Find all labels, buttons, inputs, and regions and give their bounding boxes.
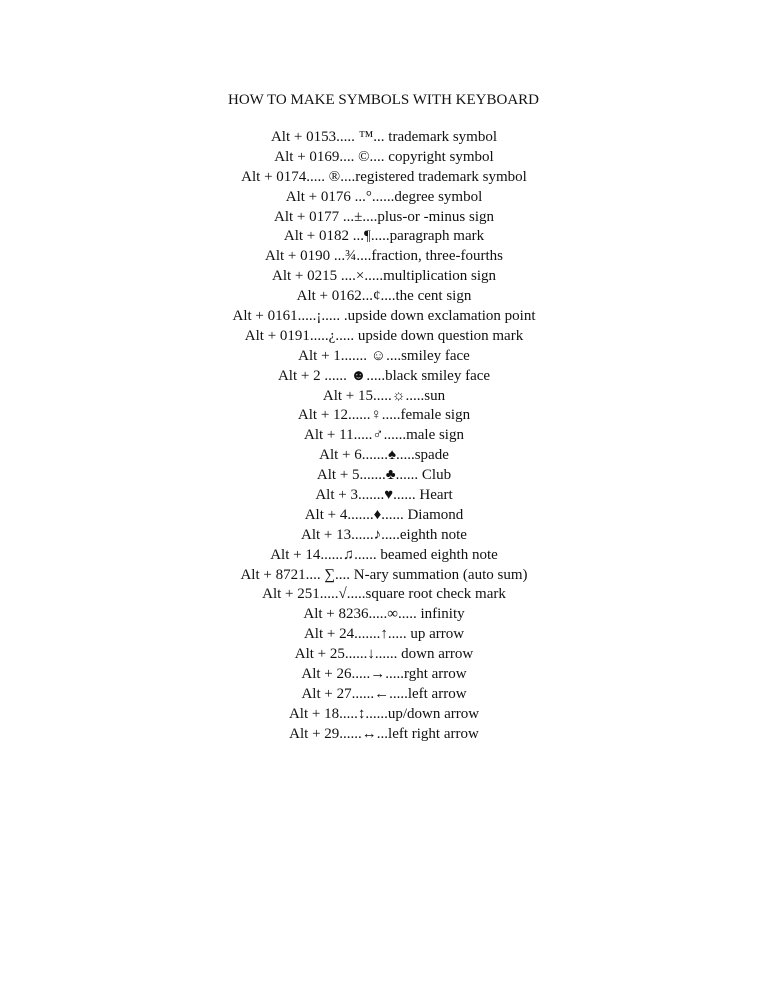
list-item: Alt + 251.....√.....square root check mark (262, 586, 506, 603)
page-title: HOW TO MAKE SYMBOLS WITH KEYBOARD (228, 92, 539, 108)
list-item: Alt + 6.......♠.....spade (319, 447, 449, 464)
list-item: Alt + 0215 ....×.....multiplication sign (272, 268, 496, 285)
list-item: Alt + 0153..... ™... trademark symbol (270, 129, 498, 145)
list-item: Alt + 0174..... ®....registered trademark symbol (241, 168, 527, 185)
list-item: Alt + 1....... ☺....smiley face (298, 347, 470, 364)
list-item: Alt + 0161.....¡..... .upside down exclamation point (232, 308, 536, 325)
list-item: Alt + 15.....☼.....sun (322, 387, 446, 404)
list-item: Alt + 2 ...... ☻.....black smiley face (277, 367, 491, 384)
list-item: Alt + 0177 ...±....plus-or -minus sign (273, 208, 495, 225)
list-item: Alt + 0176 ...°......degree symbol (285, 188, 483, 205)
list-item: Alt + 8721.... ∑.... N-ary summation (auto sum) (240, 566, 528, 583)
list-item: Alt + 27......←.....left arrow (301, 685, 467, 702)
list-item: Alt + 26.....→.....rght arrow (301, 666, 467, 683)
list-item: Alt + 11.....♂......male sign (304, 427, 464, 444)
list-item: Alt + 14......♫...... beamed eighth note (270, 546, 498, 563)
list-item: Alt + 18.....↕......up/down arrow (288, 705, 480, 722)
list-item: Alt + 0182 ...¶.....paragraph mark (283, 228, 485, 245)
list-item: Alt + 29......↔...left right arrow (289, 725, 479, 742)
symbol-list (184, 128, 584, 745)
list-item: Alt + 0162...¢....the cent sign (296, 288, 472, 305)
list-item: Alt + 4.......♦...... Diamond (304, 506, 464, 523)
list-item: Alt + 12......♀.....female sign (297, 407, 471, 424)
list-item: Alt + 0169.... ©.... copyright symbol (274, 148, 494, 165)
list-item: Alt + 8236.....∞..... infinity (303, 606, 465, 623)
list-item: Alt + 5.......♣...... Club (316, 467, 452, 484)
list-item: Alt + 24.......↑..... up arrow (303, 626, 465, 643)
list-item: Alt + 0190 ...¾....fraction, three-fourths (265, 248, 503, 265)
list-item: Alt + 13......♪.....eighth note (301, 526, 467, 543)
list-item: Alt + 0191.....¿..... upside down question mark (244, 327, 524, 344)
list-item: Alt + 25......↓...... down arrow (294, 646, 474, 663)
list-item: Alt + 3.......♥...... Heart (315, 487, 453, 504)
